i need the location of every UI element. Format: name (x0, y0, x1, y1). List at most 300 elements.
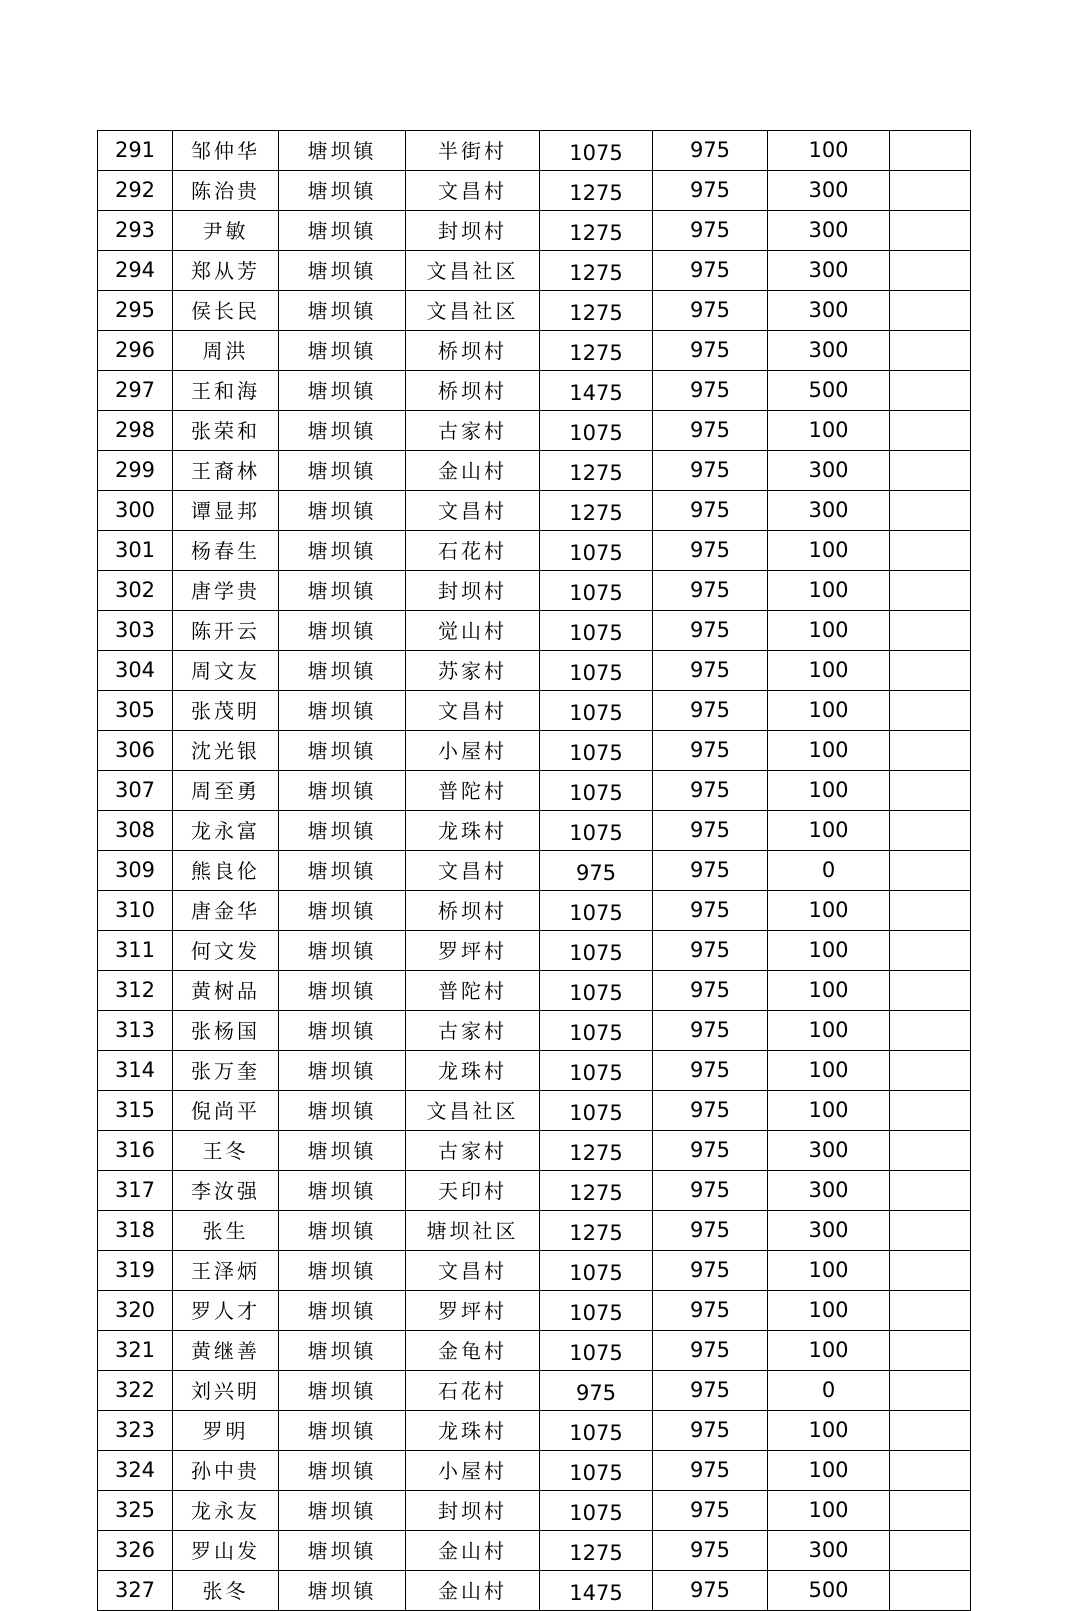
row-number-cell: 318 (98, 1211, 173, 1251)
total-amount-cell: 1275 (540, 451, 653, 491)
table-row (98, 1531, 971, 1571)
base-amount-cell: 975 (653, 571, 768, 611)
base-amount-cell: 975 (653, 491, 768, 531)
base-amount-cell: 975 (653, 1211, 768, 1251)
extra-amount-cell: 300 (768, 331, 890, 371)
town-cell: 塘坝镇 (279, 891, 406, 931)
note-cell (890, 1171, 971, 1211)
town-cell: 塘坝镇 (279, 651, 406, 691)
village-cell: 封坝村 (406, 211, 540, 251)
total-amount-cell: 1075 (540, 1491, 653, 1531)
town-cell: 塘坝镇 (279, 931, 406, 971)
note-cell (890, 891, 971, 931)
table-row (98, 531, 971, 571)
town-cell: 塘坝镇 (279, 331, 406, 371)
town-cell: 塘坝镇 (279, 1571, 406, 1611)
note-cell (890, 1291, 971, 1331)
total-amount-cell: 1075 (540, 1011, 653, 1051)
village-cell: 普陀村 (406, 971, 540, 1011)
village-cell: 石花村 (406, 531, 540, 571)
extra-amount-cell: 300 (768, 1171, 890, 1211)
row-number-cell: 304 (98, 651, 173, 691)
base-amount-cell: 975 (653, 1171, 768, 1211)
town-cell: 塘坝镇 (279, 1491, 406, 1531)
table-row (98, 651, 971, 691)
note-cell (890, 571, 971, 611)
base-amount-cell: 975 (653, 691, 768, 731)
row-number-cell: 319 (98, 1251, 173, 1291)
town-cell: 塘坝镇 (279, 611, 406, 651)
village-cell: 金山村 (406, 1571, 540, 1611)
person-name-cell: 周至勇 (173, 771, 279, 811)
total-amount-cell: 1075 (540, 131, 653, 171)
note-cell (890, 131, 971, 171)
base-amount-cell: 975 (653, 1251, 768, 1291)
person-name-cell: 陈开云 (173, 611, 279, 651)
note-cell (890, 1131, 971, 1171)
person-name-cell: 罗明 (173, 1411, 279, 1451)
note-cell (890, 1491, 971, 1531)
extra-amount-cell: 100 (768, 1051, 890, 1091)
base-amount-cell: 975 (653, 531, 768, 571)
row-number-cell: 307 (98, 771, 173, 811)
village-cell: 古家村 (406, 411, 540, 451)
village-cell: 苏家村 (406, 651, 540, 691)
village-cell: 文昌村 (406, 1251, 540, 1291)
village-cell: 觉山村 (406, 611, 540, 651)
village-cell: 金龟村 (406, 1331, 540, 1371)
person-name-cell: 熊良伦 (173, 851, 279, 891)
row-number-cell: 291 (98, 131, 173, 171)
row-number-cell: 325 (98, 1491, 173, 1531)
note-cell (890, 1051, 971, 1091)
town-cell: 塘坝镇 (279, 371, 406, 411)
town-cell: 塘坝镇 (279, 1251, 406, 1291)
row-number-cell: 311 (98, 931, 173, 971)
total-amount-cell: 1075 (540, 651, 653, 691)
person-name-cell: 黄树品 (173, 971, 279, 1011)
table-row (98, 371, 971, 411)
total-amount-cell: 1075 (540, 531, 653, 571)
village-cell: 金山村 (406, 451, 540, 491)
person-name-cell: 杨春生 (173, 531, 279, 571)
extra-amount-cell: 100 (768, 1011, 890, 1051)
extra-amount-cell: 300 (768, 491, 890, 531)
base-amount-cell: 975 (653, 771, 768, 811)
village-cell: 龙珠村 (406, 1411, 540, 1451)
note-cell (890, 931, 971, 971)
table-row (98, 451, 971, 491)
table-row (98, 771, 971, 811)
note-cell (890, 251, 971, 291)
town-cell: 塘坝镇 (279, 971, 406, 1011)
extra-amount-cell: 100 (768, 611, 890, 651)
table-row (98, 851, 971, 891)
village-cell: 文昌社区 (406, 1091, 540, 1131)
extra-amount-cell: 100 (768, 1491, 890, 1531)
note-cell (890, 971, 971, 1011)
row-number-cell: 298 (98, 411, 173, 451)
row-number-cell: 312 (98, 971, 173, 1011)
base-amount-cell: 975 (653, 611, 768, 651)
total-amount-cell: 1075 (540, 691, 653, 731)
total-amount-cell: 1075 (540, 611, 653, 651)
total-amount-cell: 1275 (540, 171, 653, 211)
person-name-cell: 邹仲华 (173, 131, 279, 171)
person-name-cell: 王冬 (173, 1131, 279, 1171)
base-amount-cell: 975 (653, 651, 768, 691)
person-name-cell: 尹敏 (173, 211, 279, 251)
total-amount-cell: 1475 (540, 371, 653, 411)
table-row (98, 291, 971, 331)
extra-amount-cell: 300 (768, 1531, 890, 1571)
table-row (98, 1291, 971, 1331)
row-number-cell: 301 (98, 531, 173, 571)
person-name-cell: 王和海 (173, 371, 279, 411)
note-cell (890, 531, 971, 571)
total-amount-cell: 1075 (540, 1051, 653, 1091)
row-number-cell: 302 (98, 571, 173, 611)
note-cell (890, 171, 971, 211)
extra-amount-cell: 300 (768, 251, 890, 291)
table-body (98, 131, 971, 1611)
village-cell: 龙珠村 (406, 1051, 540, 1091)
table-row (98, 811, 971, 851)
row-number-cell: 305 (98, 691, 173, 731)
row-number-cell: 294 (98, 251, 173, 291)
base-amount-cell: 975 (653, 1051, 768, 1091)
total-amount-cell: 1075 (540, 1451, 653, 1491)
village-cell: 封坝村 (406, 1491, 540, 1531)
note-cell (890, 771, 971, 811)
subsidy-table (97, 130, 971, 1611)
person-name-cell: 唐学贵 (173, 571, 279, 611)
total-amount-cell: 1275 (540, 251, 653, 291)
row-number-cell: 309 (98, 851, 173, 891)
extra-amount-cell: 100 (768, 531, 890, 571)
row-number-cell: 306 (98, 731, 173, 771)
total-amount-cell: 1075 (540, 931, 653, 971)
town-cell: 塘坝镇 (279, 1211, 406, 1251)
base-amount-cell: 975 (653, 251, 768, 291)
row-number-cell: 313 (98, 1011, 173, 1051)
base-amount-cell: 975 (653, 1451, 768, 1491)
extra-amount-cell: 100 (768, 1411, 890, 1451)
total-amount-cell: 1075 (540, 1091, 653, 1131)
person-name-cell: 孙中贵 (173, 1451, 279, 1491)
base-amount-cell: 975 (653, 451, 768, 491)
table-row (98, 131, 971, 171)
note-cell (890, 731, 971, 771)
note-cell (890, 291, 971, 331)
extra-amount-cell: 0 (768, 1371, 890, 1411)
extra-amount-cell: 300 (768, 1211, 890, 1251)
table-row (98, 1571, 971, 1611)
extra-amount-cell: 100 (768, 971, 890, 1011)
row-number-cell: 317 (98, 1171, 173, 1211)
extra-amount-cell: 0 (768, 851, 890, 891)
base-amount-cell: 975 (653, 411, 768, 451)
extra-amount-cell: 100 (768, 1331, 890, 1371)
base-amount-cell: 975 (653, 331, 768, 371)
note-cell (890, 1331, 971, 1371)
note-cell (890, 331, 971, 371)
note-cell (890, 1571, 971, 1611)
row-number-cell: 321 (98, 1331, 173, 1371)
table-row (98, 1371, 971, 1411)
village-cell: 普陀村 (406, 771, 540, 811)
base-amount-cell: 975 (653, 371, 768, 411)
note-cell (890, 411, 971, 451)
total-amount-cell: 1275 (540, 1531, 653, 1571)
row-number-cell: 303 (98, 611, 173, 651)
table-row (98, 1411, 971, 1451)
row-number-cell: 327 (98, 1571, 173, 1611)
table-row (98, 971, 971, 1011)
base-amount-cell: 975 (653, 731, 768, 771)
town-cell: 塘坝镇 (279, 1091, 406, 1131)
base-amount-cell: 975 (653, 171, 768, 211)
extra-amount-cell: 100 (768, 1091, 890, 1131)
extra-amount-cell: 500 (768, 1571, 890, 1611)
extra-amount-cell: 300 (768, 171, 890, 211)
note-cell (890, 811, 971, 851)
town-cell: 塘坝镇 (279, 411, 406, 451)
row-number-cell: 296 (98, 331, 173, 371)
town-cell: 塘坝镇 (279, 251, 406, 291)
table-row (98, 1051, 971, 1091)
village-cell: 古家村 (406, 1011, 540, 1051)
row-number-cell: 322 (98, 1371, 173, 1411)
town-cell: 塘坝镇 (279, 531, 406, 571)
person-name-cell: 侯长民 (173, 291, 279, 331)
village-cell: 金山村 (406, 1531, 540, 1571)
extra-amount-cell: 300 (768, 1131, 890, 1171)
row-number-cell: 314 (98, 1051, 173, 1091)
table-row (98, 1011, 971, 1051)
total-amount-cell: 1075 (540, 1251, 653, 1291)
village-cell: 小屋村 (406, 1451, 540, 1491)
row-number-cell: 315 (98, 1091, 173, 1131)
base-amount-cell: 975 (653, 131, 768, 171)
table-row (98, 731, 971, 771)
person-name-cell: 张冬 (173, 1571, 279, 1611)
table-row (98, 251, 971, 291)
base-amount-cell: 975 (653, 1091, 768, 1131)
total-amount-cell: 1075 (540, 411, 653, 451)
town-cell: 塘坝镇 (279, 1171, 406, 1211)
table-row (98, 411, 971, 451)
base-amount-cell: 975 (653, 1411, 768, 1451)
person-name-cell: 龙永富 (173, 811, 279, 851)
village-cell: 文昌社区 (406, 251, 540, 291)
village-cell: 罗坪村 (406, 931, 540, 971)
base-amount-cell: 975 (653, 971, 768, 1011)
total-amount-cell: 1275 (540, 1211, 653, 1251)
base-amount-cell: 975 (653, 1531, 768, 1571)
person-name-cell: 张荣和 (173, 411, 279, 451)
note-cell (890, 211, 971, 251)
person-name-cell: 沈光银 (173, 731, 279, 771)
person-name-cell: 周文友 (173, 651, 279, 691)
person-name-cell: 王裔林 (173, 451, 279, 491)
table-row (98, 891, 971, 931)
village-cell: 龙珠村 (406, 811, 540, 851)
table-row (98, 571, 971, 611)
town-cell: 塘坝镇 (279, 771, 406, 811)
person-name-cell: 罗人才 (173, 1291, 279, 1331)
table-row (98, 491, 971, 531)
note-cell (890, 371, 971, 411)
extra-amount-cell: 100 (768, 411, 890, 451)
village-cell: 文昌村 (406, 851, 540, 891)
town-cell: 塘坝镇 (279, 1331, 406, 1371)
extra-amount-cell: 100 (768, 571, 890, 611)
table-row (98, 1331, 971, 1371)
table-row (98, 611, 971, 651)
extra-amount-cell: 100 (768, 1451, 890, 1491)
person-name-cell: 黄继善 (173, 1331, 279, 1371)
village-cell: 封坝村 (406, 571, 540, 611)
row-number-cell: 293 (98, 211, 173, 251)
town-cell: 塘坝镇 (279, 1371, 406, 1411)
base-amount-cell: 975 (653, 1291, 768, 1331)
person-name-cell: 刘兴明 (173, 1371, 279, 1411)
note-cell (890, 491, 971, 531)
total-amount-cell: 1075 (540, 1411, 653, 1451)
person-name-cell: 张杨国 (173, 1011, 279, 1051)
total-amount-cell: 1275 (540, 1171, 653, 1211)
total-amount-cell: 1075 (540, 1291, 653, 1331)
table-row (98, 1171, 971, 1211)
person-name-cell: 罗山发 (173, 1531, 279, 1571)
extra-amount-cell: 300 (768, 451, 890, 491)
person-name-cell: 郑从芳 (173, 251, 279, 291)
extra-amount-cell: 100 (768, 691, 890, 731)
note-cell (890, 651, 971, 691)
row-number-cell: 297 (98, 371, 173, 411)
extra-amount-cell: 300 (768, 211, 890, 251)
total-amount-cell: 1075 (540, 731, 653, 771)
extra-amount-cell: 100 (768, 931, 890, 971)
base-amount-cell: 975 (653, 291, 768, 331)
village-cell: 桥坝村 (406, 371, 540, 411)
extra-amount-cell: 100 (768, 1251, 890, 1291)
note-cell (890, 691, 971, 731)
note-cell (890, 1451, 971, 1491)
person-name-cell: 谭显邦 (173, 491, 279, 531)
row-number-cell: 324 (98, 1451, 173, 1491)
town-cell: 塘坝镇 (279, 571, 406, 611)
town-cell: 塘坝镇 (279, 1051, 406, 1091)
total-amount-cell: 1075 (540, 811, 653, 851)
total-amount-cell: 1275 (540, 291, 653, 331)
total-amount-cell: 1075 (540, 771, 653, 811)
note-cell (890, 1531, 971, 1571)
total-amount-cell: 1275 (540, 211, 653, 251)
table-row (98, 931, 971, 971)
person-name-cell: 周洪 (173, 331, 279, 371)
person-name-cell: 陈治贵 (173, 171, 279, 211)
table-row (98, 171, 971, 211)
person-name-cell: 唐金华 (173, 891, 279, 931)
extra-amount-cell: 100 (768, 131, 890, 171)
base-amount-cell: 975 (653, 811, 768, 851)
total-amount-cell: 975 (540, 851, 653, 891)
base-amount-cell: 975 (653, 211, 768, 251)
town-cell: 塘坝镇 (279, 171, 406, 211)
village-cell: 石花村 (406, 1371, 540, 1411)
row-number-cell: 316 (98, 1131, 173, 1171)
note-cell (890, 611, 971, 651)
extra-amount-cell: 300 (768, 291, 890, 331)
note-cell (890, 1091, 971, 1131)
village-cell: 桥坝村 (406, 891, 540, 931)
base-amount-cell: 975 (653, 1131, 768, 1171)
row-number-cell: 323 (98, 1411, 173, 1451)
town-cell: 塘坝镇 (279, 451, 406, 491)
note-cell (890, 1251, 971, 1291)
base-amount-cell: 975 (653, 1491, 768, 1531)
village-cell: 罗坪村 (406, 1291, 540, 1331)
town-cell: 塘坝镇 (279, 131, 406, 171)
village-cell: 文昌社区 (406, 291, 540, 331)
row-number-cell: 320 (98, 1291, 173, 1331)
row-number-cell: 326 (98, 1531, 173, 1571)
table-row (98, 211, 971, 251)
note-cell (890, 851, 971, 891)
person-name-cell: 龙永友 (173, 1491, 279, 1531)
village-cell: 文昌村 (406, 171, 540, 211)
table-row (98, 1251, 971, 1291)
person-name-cell: 张茂明 (173, 691, 279, 731)
town-cell: 塘坝镇 (279, 811, 406, 851)
extra-amount-cell: 100 (768, 651, 890, 691)
row-number-cell: 300 (98, 491, 173, 531)
base-amount-cell: 975 (653, 1571, 768, 1611)
total-amount-cell: 1075 (540, 971, 653, 1011)
base-amount-cell: 975 (653, 851, 768, 891)
person-name-cell: 张生 (173, 1211, 279, 1251)
table-row (98, 1211, 971, 1251)
town-cell: 塘坝镇 (279, 691, 406, 731)
table-row (98, 1491, 971, 1531)
table-row (98, 1451, 971, 1491)
extra-amount-cell: 100 (768, 1291, 890, 1331)
row-number-cell: 308 (98, 811, 173, 851)
extra-amount-cell: 500 (768, 371, 890, 411)
town-cell: 塘坝镇 (279, 211, 406, 251)
base-amount-cell: 975 (653, 931, 768, 971)
note-cell (890, 1211, 971, 1251)
total-amount-cell: 975 (540, 1371, 653, 1411)
person-name-cell: 何文发 (173, 931, 279, 971)
base-amount-cell: 975 (653, 891, 768, 931)
total-amount-cell: 1275 (540, 1131, 653, 1171)
person-name-cell: 王泽炳 (173, 1251, 279, 1291)
town-cell: 塘坝镇 (279, 291, 406, 331)
total-amount-cell: 1475 (540, 1571, 653, 1611)
village-cell: 天印村 (406, 1171, 540, 1211)
base-amount-cell: 975 (653, 1371, 768, 1411)
total-amount-cell: 1275 (540, 331, 653, 371)
table-row (98, 1091, 971, 1131)
person-name-cell: 倪尚平 (173, 1091, 279, 1131)
table-row (98, 691, 971, 731)
town-cell: 塘坝镇 (279, 1451, 406, 1491)
total-amount-cell: 1075 (540, 1331, 653, 1371)
extra-amount-cell: 100 (768, 891, 890, 931)
